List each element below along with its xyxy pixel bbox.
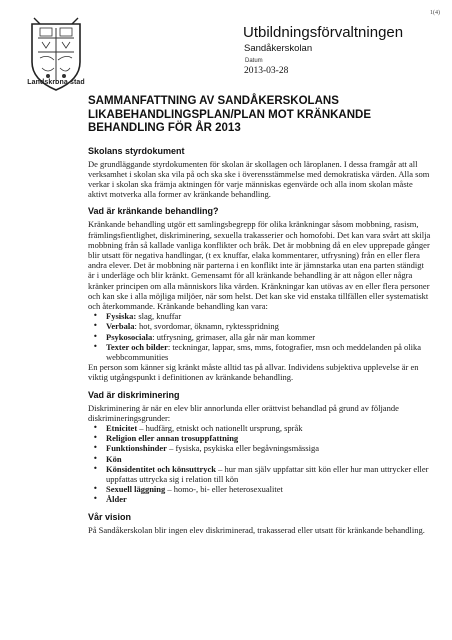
- section-heading-krankande: Vad är kränkande behandling?: [88, 206, 219, 217]
- bullet-icon: •: [93, 494, 98, 504]
- list-item: [88, 433, 432, 443]
- bullet-icon: •: [93, 443, 98, 453]
- page-number: 1(4): [430, 10, 440, 16]
- document-body: [88, 95, 432, 535]
- list-item-term: Ålder: [106, 494, 127, 505]
- section-text-styrdokument: De grundläggande styrdokumenten för skolan är skollagen och läroplanen. I dessa framgår att all verksamhet i skolan ska vila på och ska ske i överensstämmelse med demokratiska värden. Alla som verkar i skolan ska främja aktningen för varje människas egenvärde och alla inom skolan måste aktivt motverka alla former av kränkande behandling.: [88, 158, 430, 200]
- section-text-vision: På Sandåkerskolan blir ingen elev diskriminerad, trakasserad eller utsatt för kränkande behandling.: [88, 524, 425, 535]
- organization-name: Utbildningsförvaltningen: [243, 24, 404, 41]
- list-item-term: Religion eller annan trosuppfattning: [106, 433, 239, 444]
- bullet-icon: •: [93, 453, 98, 463]
- list-item: [88, 464, 432, 484]
- list-item-term: Sexuell läggning: [106, 484, 166, 495]
- list-item-desc: – hudfärg, etniskt och nationellt ursprung, språk: [137, 422, 303, 433]
- date-label: Datum: [245, 58, 263, 64]
- list-item: [88, 321, 432, 331]
- document-title: SAMMANFATTNING AV SANDÅKERSKOLANS LIKABEHANDLINGSPLAN/PLAN MOT KRÄNKANDE BEHANDLING FÖR ÅR 2013: [88, 95, 372, 134]
- list-item: [88, 423, 432, 433]
- list-item-term: Psykosociala: [106, 331, 153, 342]
- harassment-types-list: [88, 311, 432, 362]
- bullet-icon: •: [93, 422, 98, 432]
- bullet-icon: •: [93, 331, 98, 341]
- list-item-desc: : hot, svordomar, öknamn, ryktesspridning: [134, 321, 279, 332]
- bullet-icon: •: [93, 321, 98, 331]
- list-item-term: Fysiska:: [106, 311, 137, 322]
- bullet-icon: •: [93, 433, 98, 443]
- section-text-diskriminering: Diskriminering är när en elev blir annorlunda eller orättvist behandlad på grund av följande diskrimineringsgrunder:: [88, 402, 399, 423]
- document-date: 2013-03-28: [244, 66, 289, 76]
- bullet-icon: •: [93, 341, 98, 351]
- section-heading-vision: Vår vision: [88, 511, 132, 522]
- list-item: [88, 332, 432, 342]
- list-item-term: Etnicitet: [106, 422, 138, 433]
- list-item-term: Kön: [106, 453, 122, 464]
- list-item-term: Funktionshinder: [106, 443, 167, 454]
- section-text-krankande-after: En person som känner sig kränkt måste alltid tas på allvar. Individens subjektiva upplevelse är en viktig utgångspunkt i definitionen av kränkande behandling.: [88, 362, 419, 383]
- list-item: [88, 494, 432, 504]
- list-item-desc: : utfrysning, grimaser, alla går när man kommer: [152, 331, 316, 342]
- section-heading-styrdokument: Skolans styrdokument: [88, 145, 185, 156]
- logo-text: Landskrona stad: [27, 79, 85, 86]
- list-item: [88, 311, 432, 321]
- list-item-desc: – hur man själv uppfattar sitt kön eller hur man uttrycker eller uppfattas uttrycka sig i relation till kön: [106, 463, 429, 484]
- list-item-desc: slag, knuffar: [136, 311, 182, 322]
- list-item: [88, 484, 432, 494]
- list-item-term: Könsidentitet och könsuttryck: [106, 463, 217, 474]
- list-item: [88, 454, 432, 464]
- section-text-krankande: Kränkande behandling utgör ett samlingsbegrepp för olika kränkningar såsom mobbning, rasism, främlingsfientlighet, diskriminering, sexuella trakasserier och homofobi. Det kan vara svårt att skilja mobbning från så kallade vanliga konflikter och bråk. Det är mobbning då en elev upprepade gånger blir utsatt för negativa handlingar, (t ex knuffar, elaka kommentarer, utfrysning) från en eller flera andra elever. Det är mobbning när parterna i en konflikt inte är jämnstarka utan ena parten ständigt är i underläge och blir kränkt. Gemensamt för all kränkande behandling är att någon eller några kränker principen om alla människors lika värden. Kränkningar kan utövas av en eller flera personer och kan ske i alla möjliga miljöer, när som helst. Det kan ske vid enstaka tillfällen eller systematiskt och återkommande. Kränkande behandling kan vara:: [88, 219, 431, 311]
- bullet-icon: •: [93, 484, 98, 494]
- bullet-icon: •: [93, 311, 98, 321]
- list-item-term: Texter och bilder: [106, 341, 168, 352]
- list-item: [88, 443, 432, 453]
- bullet-icon: •: [93, 463, 98, 473]
- list-item-desc: – fysiska, psykiska eller begåvningsmässiga: [166, 443, 319, 454]
- section-heading-diskriminering: Vad är diskriminering: [88, 389, 180, 400]
- list-item-desc: : teckningar, lappar, sms, mms, fotografier, msn och meddelanden på olika webbcommunities: [106, 341, 422, 362]
- discrimination-grounds-list: [88, 423, 432, 505]
- list-item: [88, 342, 432, 362]
- list-item-term: Verbala: [106, 321, 135, 332]
- list-item-desc: – homo-, bi- eller heterosexualitet: [165, 484, 283, 495]
- department-name: Sandåkerskolan: [244, 43, 313, 54]
